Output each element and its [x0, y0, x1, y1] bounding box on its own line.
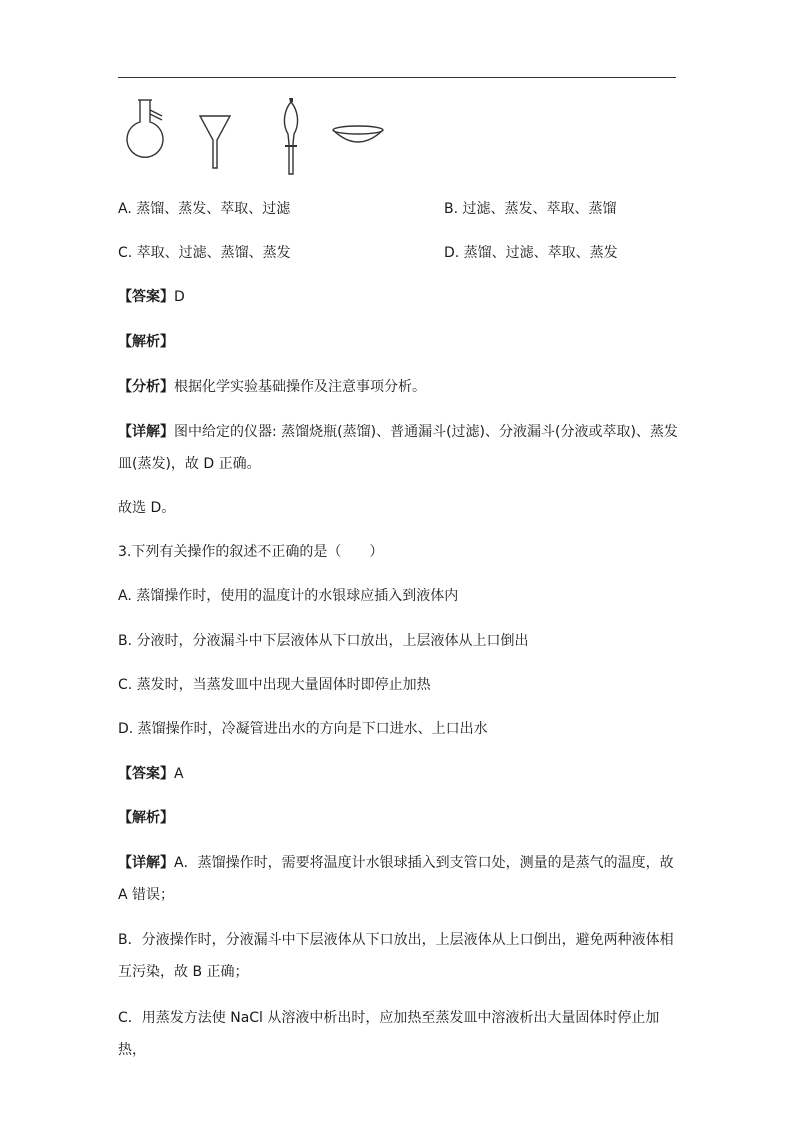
q3-option-c: C. 蒸发时，当蒸发皿中出现大量固体时即停止加热	[118, 677, 431, 693]
q2-option-a: A. 蒸馏、蒸发、萃取、过滤	[118, 201, 291, 217]
detail-label: 【详解】	[118, 424, 174, 440]
answer-value: A	[174, 766, 184, 782]
q3-detail-c: C．用蒸发方法使 NaCl 从溶液中析出时，应加热至蒸发皿中溶液析出大量固体时停止加热，	[118, 1010, 660, 1058]
separatory-funnel-icon	[276, 96, 306, 180]
funnel-icon	[198, 96, 232, 172]
fenxi-text: 根据化学实验基础操作及注意事项分析。	[174, 379, 426, 395]
answer-value: D	[174, 289, 185, 305]
analysis-label: 【解析】	[118, 334, 174, 350]
q2-answer	[118, 286, 185, 308]
detail-a-text: A．蒸馏操作时，需要将温度计水银球插入到支管口处，测量的是蒸气的温度，故 A 错误；	[118, 855, 674, 903]
q2-detail	[118, 416, 678, 480]
detail-text: 图中给定的仪器: 蒸馏烧瓶(蒸馏)、普通漏斗(过滤)、分液漏斗(分液或萃取)、蒸发皿(蒸发)，故 D 正确。	[118, 424, 678, 472]
q2-option-c: C. 萃取、过滤、蒸馏、蒸发	[118, 245, 291, 261]
apparatus-figure	[118, 96, 408, 180]
q3-analysis-heading	[118, 807, 174, 829]
q3-option-a: A. 蒸馏操作时，使用的温度计的水银球应插入到液体内	[118, 588, 459, 604]
q3-detail-b: B．分液操作时，分液漏斗中下层液体从下口放出，上层液体从上口倒出，避免两种液体相互污染，故 B 正确；	[118, 932, 674, 980]
answer-label: 【答案】	[118, 766, 174, 782]
q2-analysis-heading	[118, 331, 174, 353]
q3-answer	[118, 763, 184, 785]
q3-option-d: D. 蒸馏操作时，冷凝管进出水的方向是下口进水、上口出水	[118, 721, 488, 737]
q3-stem: 3.下列有关操作的叙述不正确的是（ ）	[118, 544, 384, 560]
q2-option-b: B. 过滤、蒸发、萃取、蒸馏	[444, 201, 617, 217]
q3-detail-a	[118, 847, 678, 911]
detail-label: 【详解】	[118, 855, 174, 871]
header-rule	[118, 77, 676, 78]
q2-option-d: D. 蒸馏、过滤、萃取、蒸发	[444, 245, 618, 261]
q3-option-b: B. 分液时，分液漏斗中下层液体从下口放出，上层液体从上口倒出	[118, 633, 529, 649]
analysis-label: 【解析】	[118, 810, 174, 826]
evaporating-dish-icon	[330, 96, 386, 156]
q2-fenxi	[118, 376, 426, 398]
distilling-flask-icon	[122, 96, 168, 168]
q2-conclusion: 故选 D。	[118, 500, 176, 516]
fenxi-label: 【分析】	[118, 379, 174, 395]
answer-label: 【答案】	[118, 289, 174, 305]
